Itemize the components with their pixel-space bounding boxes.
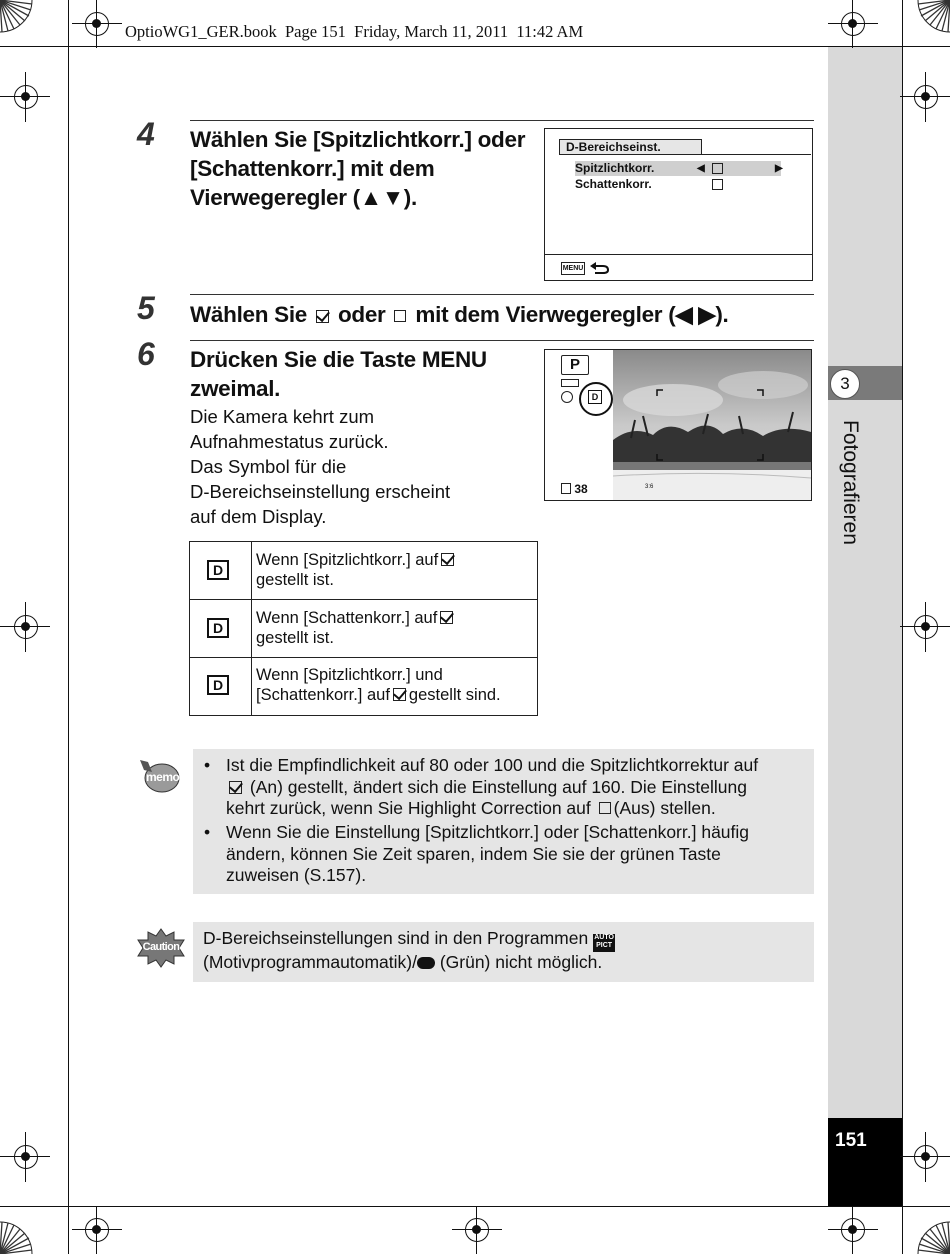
memo-line: (Aus) stellen. <box>613 798 716 819</box>
d-range-icon: D <box>588 390 602 404</box>
registration-mark <box>452 1206 502 1254</box>
bullet-marker: • <box>204 822 211 842</box>
chapter-sidebar <box>828 46 902 1206</box>
shots-count: 38 <box>574 482 588 496</box>
memo-icon-label: memo <box>146 770 180 784</box>
auto-pict-label: AUTO <box>594 934 614 941</box>
step-number: 5 <box>137 290 155 326</box>
bullet-marker: • <box>204 755 211 775</box>
registration-mark <box>0 1132 50 1182</box>
scale-label: 3:6 <box>645 484 654 490</box>
memo-bullet-1 <box>226 755 811 820</box>
menu-button-icon: MENU <box>561 262 585 275</box>
focus-frame-icon <box>655 388 765 464</box>
caution-text <box>203 928 803 974</box>
face-detect-icon <box>561 391 573 403</box>
registration-mark <box>0 72 50 122</box>
memo-line: Wenn Sie die Einstellung [Spitzlichtkorr.] oder [Schattenkorr.] häufig <box>226 822 750 842</box>
menu-row-label: Spitzlichtkorr. <box>575 161 655 175</box>
memo-line: (An) gestellt, ändert sich die Einstellung auf 160. Die Einstellung <box>249 776 747 797</box>
step6-title-line: zweimal. <box>190 376 281 401</box>
empty-box-icon <box>394 310 406 322</box>
registration-mark <box>828 0 878 48</box>
caution-icon-label: Caution <box>142 941 180 953</box>
green-button-icon <box>417 957 435 969</box>
menu-row-label: Schattenkorr. <box>575 177 652 191</box>
registration-mark <box>900 602 950 652</box>
body-line: Das Symbol für die <box>190 456 347 477</box>
memo-icon <box>138 758 180 794</box>
auto-pict-icon <box>593 934 615 952</box>
table-cell-text: gestellt ist. <box>256 629 334 647</box>
checked-box-icon <box>316 310 329 323</box>
shots-remaining <box>561 482 588 496</box>
checked-box-icon <box>441 553 454 566</box>
menu-footer-rule <box>545 254 812 255</box>
menu-tab-rule <box>559 154 811 155</box>
table-row <box>256 608 534 648</box>
d-range-highlight-icon: D <box>207 560 229 580</box>
auto-pict-label: PICT <box>596 942 613 949</box>
memo-line: Ist die Empfindlichkeit auf 80 oder 100 und die Spitzlichtkorrektur auf <box>226 755 759 775</box>
corner-target-icon <box>916 0 950 34</box>
table-cell-text: [Schattenkorr.] auf <box>256 686 390 704</box>
table-cell-text: gestellt ist. <box>256 571 334 589</box>
memo-line: zuweisen (S.157). <box>226 865 367 886</box>
registration-mark <box>900 72 950 122</box>
caution-line: (Grün) nicht möglich. <box>439 952 603 972</box>
table-row-divider <box>190 657 537 658</box>
corner-target-icon <box>0 1220 34 1254</box>
camera-photo-screen <box>544 349 812 501</box>
page-number: 151 <box>835 1130 867 1151</box>
table-cell-text: Wenn [Schattenkorr.] auf <box>256 609 438 627</box>
memo-box <box>193 749 814 894</box>
caution-box <box>193 922 814 982</box>
table-row-divider <box>190 599 537 600</box>
body-line: Aufnahmestatus zurück. <box>190 431 389 452</box>
registration-mark <box>72 0 122 48</box>
caution-line: (Motivprogrammautomatik)/ <box>203 952 417 972</box>
checked-box-icon <box>393 688 406 701</box>
body-line: auf dem Display. <box>190 506 327 527</box>
table-cell-text: Wenn [Spitzlichtkorr.] und <box>256 666 443 684</box>
step5-text: Wählen Sie <box>190 302 308 327</box>
right-arrow-icon: ▶ <box>775 163 783 174</box>
step4-line: Wählen Sie [Spitzlichtkorr.] oder <box>190 127 526 152</box>
step6-title-line: Drücken Sie die Taste MENU <box>190 347 487 372</box>
registration-mark <box>72 1206 122 1254</box>
print-header: OptioWG1_GER.book Page 151 Friday, March 11, 2011 11:42 AM <box>125 22 584 41</box>
memo-line: ändern, können Sie Zeit sparen, indem Sie sie der grünen Taste <box>226 843 721 864</box>
body-line: D-Bereichseinstellung erscheint <box>190 481 451 502</box>
step-divider <box>190 340 814 341</box>
chapter-number: 3 <box>830 369 860 399</box>
checkbox-icon <box>712 163 723 174</box>
step5-text: mit dem Vierwegeregler (◀ ▶). <box>415 302 729 327</box>
checkbox-icon <box>712 179 723 190</box>
step6-instruction <box>190 345 535 403</box>
table-cell-text: gestellt sind. <box>408 686 501 704</box>
empty-box-icon <box>599 802 611 814</box>
step-number: 6 <box>137 336 155 372</box>
caution-icon <box>136 928 186 968</box>
registration-mark <box>900 1132 950 1182</box>
step4-line: Vierwegeregler (▲▼). <box>190 185 417 210</box>
step4-line: [Schattenkorr.] mit dem <box>190 156 435 181</box>
program-mode-icon: P <box>561 355 589 375</box>
table-cell-text: Wenn [Spitzlichtkorr.] auf <box>256 551 439 569</box>
caution-line: D-Bereichseinstellungen sind in den Programmen <box>203 928 589 948</box>
d-range-both-icon: D <box>207 675 229 695</box>
table-row <box>256 550 534 590</box>
table-row <box>256 665 534 705</box>
checked-box-icon <box>440 611 453 624</box>
step5-text: oder <box>337 302 386 327</box>
step-divider <box>190 120 814 121</box>
menu-tab-title: D-Bereichseinst. <box>559 139 702 155</box>
step6-description <box>190 404 530 529</box>
body-line: Die Kamera kehrt zum <box>190 406 375 427</box>
registration-mark <box>0 602 50 652</box>
menu-row-schatten <box>575 177 781 192</box>
step5-instruction <box>190 300 810 329</box>
corner-target-icon <box>916 1220 950 1254</box>
battery-icon <box>561 379 579 387</box>
memo-bullet-2 <box>226 822 811 887</box>
registration-mark <box>828 1206 878 1254</box>
corner-target-icon <box>0 0 34 34</box>
chapter-title: Fotografieren <box>839 420 862 545</box>
step-divider <box>190 294 814 295</box>
step4-instruction <box>190 125 535 212</box>
menu-row-spitzlicht <box>575 161 781 176</box>
memo-line: kehrt zurück, wenn Sie Highlight Correction auf <box>226 798 591 819</box>
camera-menu-screen <box>544 128 813 281</box>
top-trim-line <box>0 46 950 47</box>
left-arrow-icon: ◀ <box>697 163 705 174</box>
d-range-icon-table <box>189 541 538 716</box>
memory-card-icon <box>561 483 571 494</box>
step-number: 4 <box>137 116 155 152</box>
checked-box-icon <box>229 781 242 794</box>
back-arrow-icon <box>589 260 611 276</box>
left-trim-line <box>68 0 69 1254</box>
d-range-shadow-icon: D <box>207 618 229 638</box>
